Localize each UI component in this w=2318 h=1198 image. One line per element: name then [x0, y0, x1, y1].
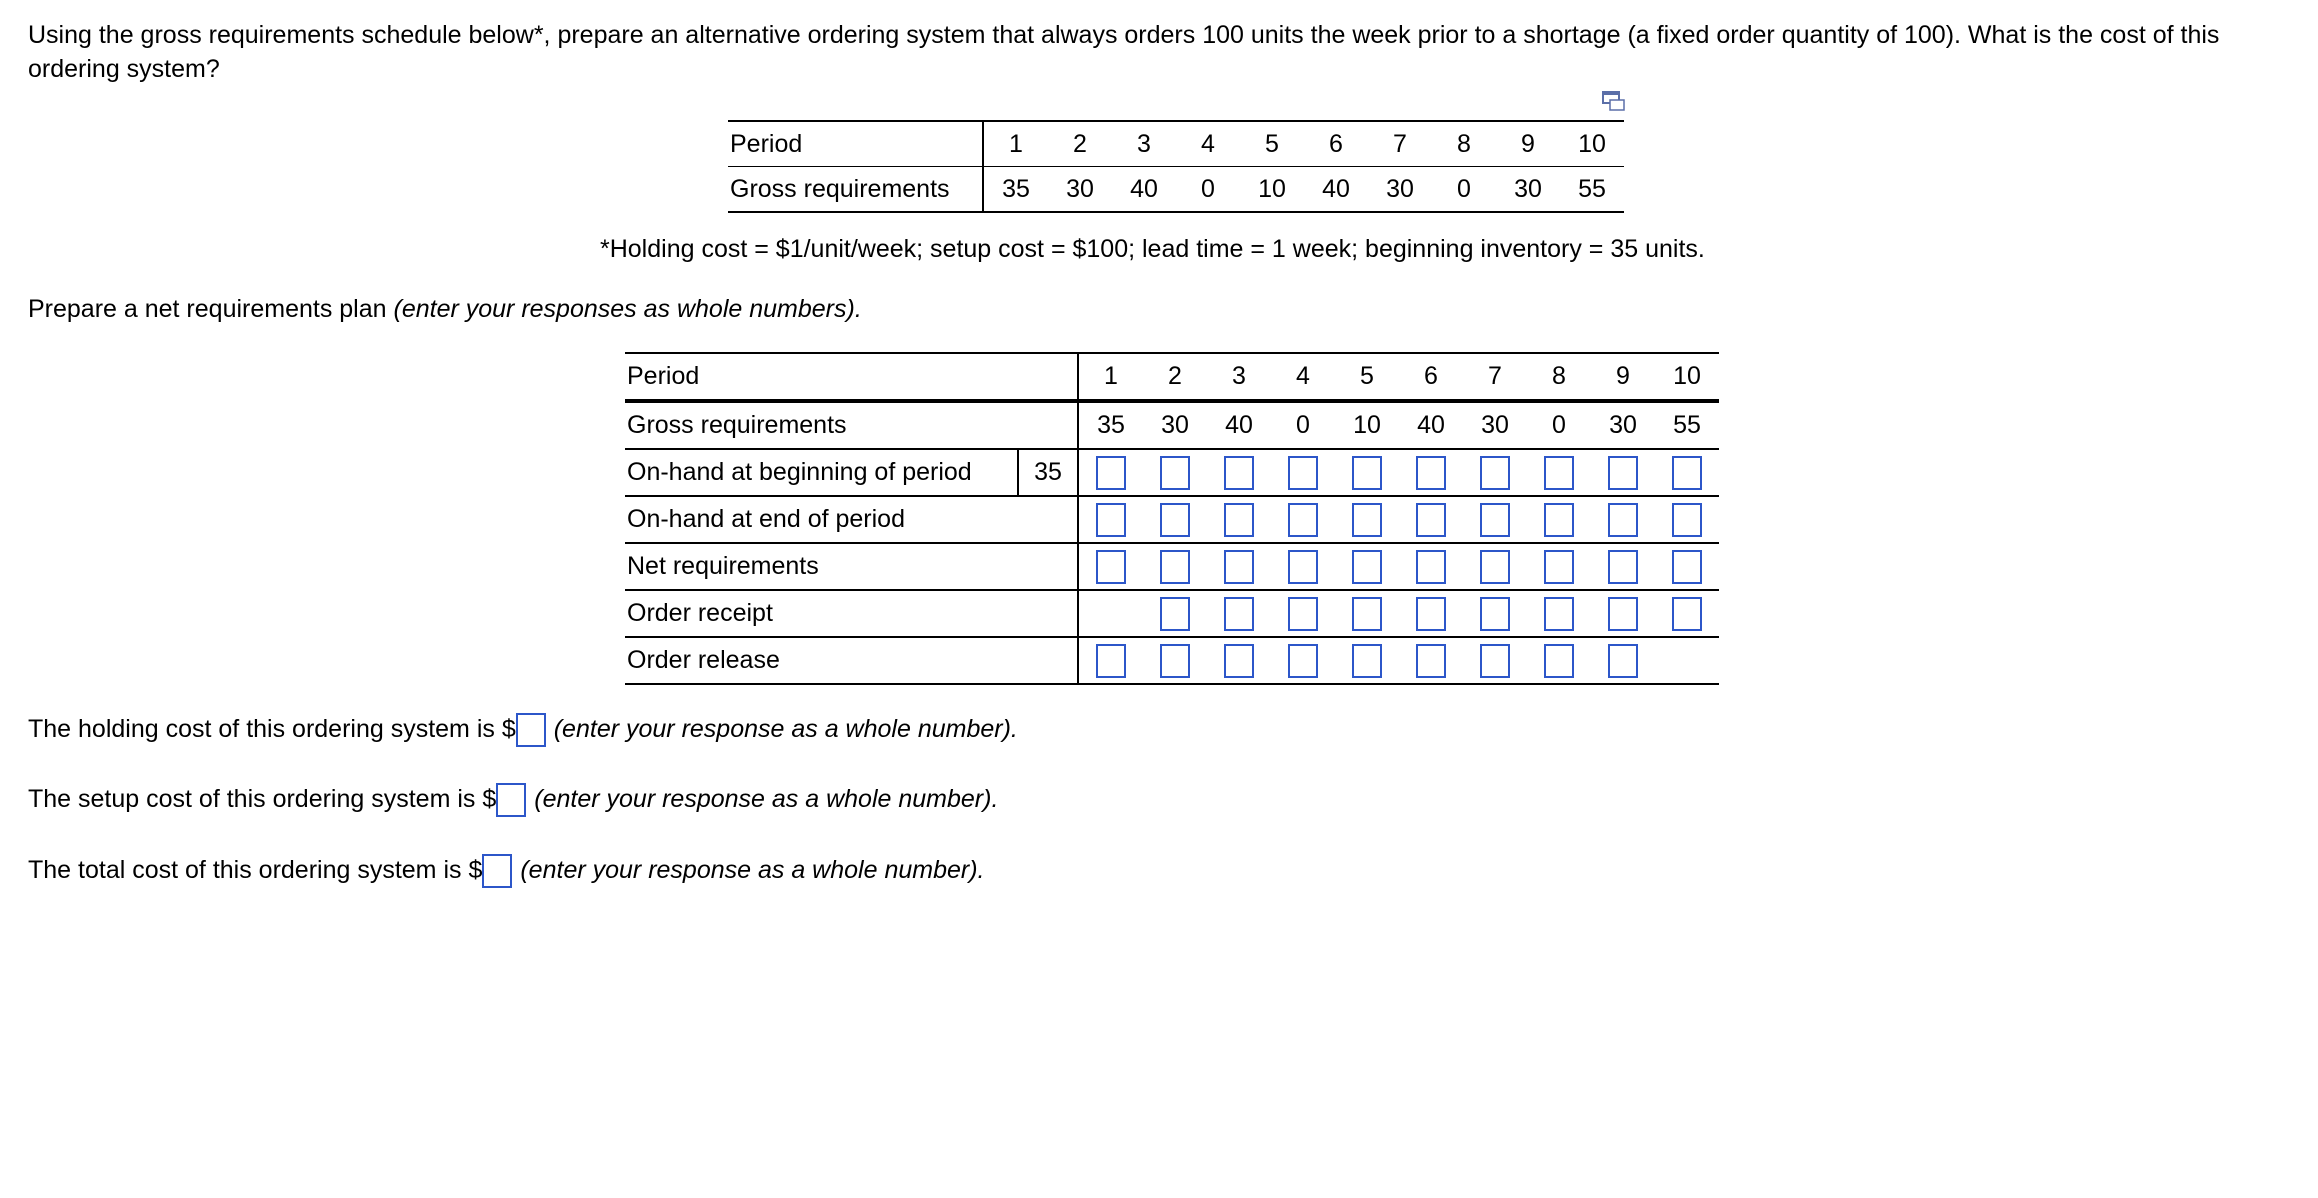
onhand-end-cell: [1271, 496, 1335, 543]
release-cell: [1271, 637, 1335, 684]
onhand-begin-cell: [1399, 449, 1463, 496]
onhand-begin-cell: [1591, 449, 1655, 496]
net-cell: [1335, 543, 1399, 590]
onhand-end-cell: [1143, 496, 1207, 543]
release-cell: [1143, 637, 1207, 684]
order-receipt-input[interactable]: [1160, 597, 1190, 631]
plan-gross-value: 40: [1399, 401, 1463, 449]
onhand-end-input[interactable]: [1480, 503, 1510, 537]
onhand-begin-cell: [1335, 449, 1399, 496]
plan-period: 4: [1271, 353, 1335, 401]
total-cost-label: The total cost of this ordering system is $: [28, 856, 483, 884]
net-cell: [1078, 543, 1143, 590]
schedule-gross-value: 35: [983, 167, 1048, 213]
order-release-input[interactable]: [1480, 644, 1510, 678]
release-cell: [1207, 637, 1271, 684]
schedule-gross-value: 10: [1240, 167, 1304, 213]
onhand-begin-cell: [1143, 449, 1207, 496]
receipt-cell: [1399, 590, 1463, 637]
schedule-period-label: Period: [728, 121, 983, 167]
plan-gross-value: 10: [1335, 401, 1399, 449]
plan-period: 2: [1143, 353, 1207, 401]
beginning-inventory-value: 35: [1018, 449, 1078, 496]
prepare-instructions: [28, 292, 862, 326]
order-release-input[interactable]: [1416, 644, 1446, 678]
net-cell: [1207, 543, 1271, 590]
onhand-begin-input[interactable]: [1480, 456, 1510, 490]
net-requirements-input[interactable]: [1352, 550, 1382, 584]
receipt-cell: [1271, 590, 1335, 637]
plan-gross-value: 40: [1207, 401, 1271, 449]
net-cell: [1527, 543, 1591, 590]
net-requirements-input[interactable]: [1416, 550, 1446, 584]
plan-period: 7: [1463, 353, 1527, 401]
onhand-end-input[interactable]: [1608, 503, 1638, 537]
plan-gross-row: [625, 401, 1719, 449]
onhand-begin-input[interactable]: [1288, 456, 1318, 490]
onhand-begin-input[interactable]: [1544, 456, 1574, 490]
receipt-cell: [1335, 590, 1399, 637]
schedule-period: 3: [1112, 121, 1176, 167]
order-receipt-input[interactable]: [1416, 597, 1446, 631]
receipt-cell: [1591, 590, 1655, 637]
schedule-period: 4: [1176, 121, 1240, 167]
schedule-gross-value: 0: [1176, 167, 1240, 213]
plan-net-row: [625, 543, 1719, 590]
onhand-begin-cell: [1078, 449, 1143, 496]
release-cell: [1527, 637, 1591, 684]
plan-period: 10: [1655, 353, 1719, 401]
onhand-begin-cell: [1271, 449, 1335, 496]
total-cost-hint: (enter your response as a whole number).: [520, 856, 985, 884]
schedule-period: 7: [1368, 121, 1432, 167]
order-release-input[interactable]: [1224, 644, 1254, 678]
cost-note: *Holding cost = $1/unit/week; setup cost = $100; lead time = 1 week; beginning inventory = 35 units.: [600, 235, 1705, 263]
net-requirements-label: Net requirements: [625, 543, 1078, 590]
schedule-period: 1: [983, 121, 1048, 167]
onhand-begin-cell: [1463, 449, 1527, 496]
net-requirements-input[interactable]: [1672, 550, 1702, 584]
net-cell: [1399, 543, 1463, 590]
plan-period: 9: [1591, 353, 1655, 401]
plan-release-row: [625, 637, 1719, 684]
plan-period: 1: [1078, 353, 1143, 401]
onhand-begin-cell: [1527, 449, 1591, 496]
onhand-begin-input[interactable]: [1672, 456, 1702, 490]
setup-cost-hint: (enter your response as a whole number).: [534, 785, 999, 813]
order-receipt-input[interactable]: [1672, 597, 1702, 631]
plan-period: 5: [1335, 353, 1399, 401]
prepare-text: Prepare a net requirements plan: [28, 295, 394, 323]
net-requirements-input[interactable]: [1224, 550, 1254, 584]
holding-cost-input[interactable]: [516, 713, 546, 747]
schedule-gross-value: 40: [1304, 167, 1368, 213]
onhand-end-input[interactable]: [1224, 503, 1254, 537]
order-receipt-label: Order receipt: [625, 590, 1078, 637]
plan-period-row: [625, 353, 1719, 401]
order-release-input[interactable]: [1160, 644, 1190, 678]
release-cell: [1335, 637, 1399, 684]
schedule-gross-label: Gross requirements: [728, 167, 983, 213]
schedule-gross-value: 30: [1048, 167, 1112, 213]
onhand-begin-input[interactable]: [1608, 456, 1638, 490]
setup-cost-label: The setup cost of this ordering system is $: [28, 785, 497, 813]
order-receipt-input[interactable]: [1608, 597, 1638, 631]
gross-requirements-schedule: [728, 120, 1624, 213]
plan-gross-label: Gross requirements: [625, 401, 1078, 449]
onhand-end-cell: [1078, 496, 1143, 543]
receipt-cell: [1463, 590, 1527, 637]
plan-gross-value: 30: [1463, 401, 1527, 449]
plan-gross-value: 55: [1655, 401, 1719, 449]
schedule-period-row: [728, 121, 1624, 167]
plan-gross-value: 0: [1527, 401, 1591, 449]
onhand-begin-input[interactable]: [1096, 456, 1126, 490]
net-cell: [1143, 543, 1207, 590]
onhand-begin-input[interactable]: [1416, 456, 1446, 490]
schedule-gross-value: 0: [1432, 167, 1496, 213]
release-cell-empty: [1655, 637, 1719, 684]
onhand-begin-cell: [1207, 449, 1271, 496]
onhand-end-input[interactable]: [1416, 503, 1446, 537]
receipt-cell-empty: [1078, 590, 1143, 637]
onhand-end-cell: [1527, 496, 1591, 543]
schedule-gross-value: 55: [1560, 167, 1624, 213]
schedule-gross-value: 40: [1112, 167, 1176, 213]
onhand-begin-cell: [1655, 449, 1719, 496]
net-requirements-input[interactable]: [1288, 550, 1318, 584]
plan-period-label: Period: [625, 353, 1078, 401]
plan-period: 8: [1527, 353, 1591, 401]
release-cell: [1591, 637, 1655, 684]
net-cell: [1591, 543, 1655, 590]
receipt-cell: [1207, 590, 1271, 637]
receipt-cell: [1143, 590, 1207, 637]
order-release-input[interactable]: [1352, 644, 1382, 678]
onhand-begin-input[interactable]: [1352, 456, 1382, 490]
total-cost-line: [28, 853, 984, 888]
onhand-end-label: On-hand at end of period: [625, 496, 1078, 543]
onhand-begin-input[interactable]: [1160, 456, 1190, 490]
total-cost-input[interactable]: [482, 854, 512, 888]
schedule-period: 9: [1496, 121, 1560, 167]
order-release-input[interactable]: [1544, 644, 1574, 678]
onhand-begin-input[interactable]: [1224, 456, 1254, 490]
question-text: Using the gross requirements schedule below*, prepare an alternative ordering system that always orders 100 units the week prior to a shortage (a fixed order quantity of 100). What is the cost of this ordering system?: [28, 21, 2220, 83]
order-receipt-input[interactable]: [1288, 597, 1318, 631]
onhand-end-cell: [1335, 496, 1399, 543]
copy-table-icon[interactable]: [1602, 90, 1626, 112]
onhand-end-input[interactable]: [1352, 503, 1382, 537]
net-requirements-input[interactable]: [1544, 550, 1574, 584]
net-requirements-input[interactable]: [1160, 550, 1190, 584]
onhand-end-cell: [1207, 496, 1271, 543]
order-receipt-input[interactable]: [1352, 597, 1382, 631]
onhand-end-input[interactable]: [1096, 503, 1126, 537]
net-requirements-input[interactable]: [1480, 550, 1510, 584]
net-cell: [1271, 543, 1335, 590]
onhand-end-input[interactable]: [1544, 503, 1574, 537]
schedule-gross-row: [728, 167, 1624, 213]
plan-onhand-end-row: [625, 496, 1719, 543]
order-release-input[interactable]: [1288, 644, 1318, 678]
onhand-begin-label: On-hand at beginning of period: [625, 449, 1018, 496]
plan-period: 6: [1399, 353, 1463, 401]
schedule-period: 6: [1304, 121, 1368, 167]
release-cell: [1463, 637, 1527, 684]
plan-period: 3: [1207, 353, 1271, 401]
holding-cost-label: The holding cost of this ordering system is $: [28, 715, 516, 743]
schedule-gross-value: 30: [1496, 167, 1560, 213]
order-release-label: Order release: [625, 637, 1078, 684]
onhand-end-input[interactable]: [1672, 503, 1702, 537]
net-requirements-input[interactable]: [1608, 550, 1638, 584]
net-requirements-input[interactable]: [1096, 550, 1126, 584]
schedule-period: 5: [1240, 121, 1304, 167]
release-cell: [1078, 637, 1143, 684]
net-cell: [1463, 543, 1527, 590]
onhand-end-cell: [1463, 496, 1527, 543]
plan-gross-value: 30: [1143, 401, 1207, 449]
schedule-period: 2: [1048, 121, 1112, 167]
receipt-cell: [1527, 590, 1591, 637]
net-requirements-plan: [625, 352, 1719, 685]
setup-cost-input[interactable]: [496, 783, 526, 817]
net-cell: [1655, 543, 1719, 590]
prepare-hint: (enter your responses as whole numbers).: [393, 295, 862, 323]
order-release-input[interactable]: [1096, 644, 1126, 678]
plan-receipt-row: [625, 590, 1719, 637]
holding-cost-hint: (enter your response as a whole number).: [553, 715, 1018, 743]
plan-gross-value: 0: [1271, 401, 1335, 449]
order-receipt-input[interactable]: [1544, 597, 1574, 631]
onhand-end-cell: [1399, 496, 1463, 543]
order-release-input[interactable]: [1608, 644, 1638, 678]
plan-gross-value: 30: [1591, 401, 1655, 449]
release-cell: [1399, 637, 1463, 684]
onhand-end-cell: [1591, 496, 1655, 543]
plan-gross-value: 35: [1078, 401, 1143, 449]
holding-cost-line: [28, 712, 1018, 747]
schedule-period: 10: [1560, 121, 1624, 167]
receipt-cell: [1655, 590, 1719, 637]
order-receipt-input[interactable]: [1224, 597, 1254, 631]
schedule-period: 8: [1432, 121, 1496, 167]
onhand-end-input[interactable]: [1288, 503, 1318, 537]
plan-onhand-begin-row: [625, 449, 1719, 496]
schedule-gross-value: 30: [1368, 167, 1432, 213]
onhand-end-cell: [1655, 496, 1719, 543]
onhand-end-input[interactable]: [1160, 503, 1190, 537]
order-receipt-input[interactable]: [1480, 597, 1510, 631]
setup-cost-line: [28, 782, 998, 817]
